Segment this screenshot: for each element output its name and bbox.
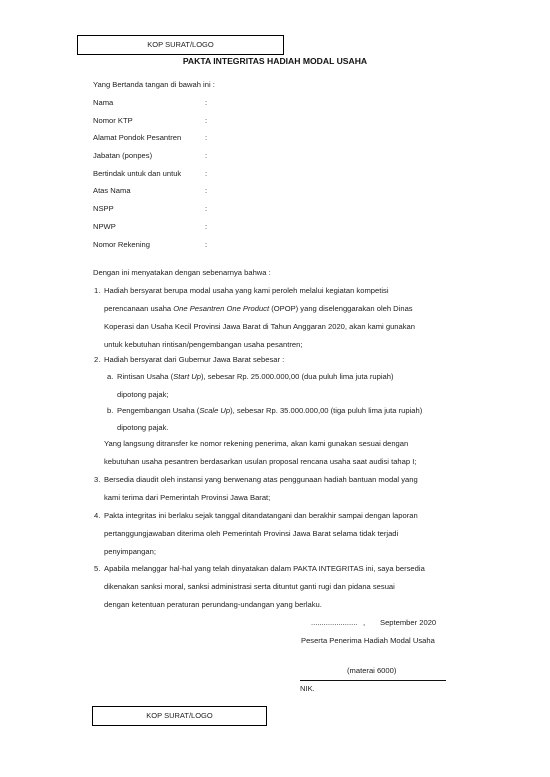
subitem-letter: a. bbox=[107, 372, 114, 381]
item2-line: Yang langsung ditransfer ke nomor rekening penerima, akan kami gunakan sesuai dengan bbox=[104, 439, 409, 448]
item3-line: Bersedia diaudit oleh instansi yang berwenang atas penggunaan hadiah bantuan modal yang bbox=[104, 475, 418, 484]
field-label: Nama bbox=[93, 98, 114, 107]
statement-text: Dengan ini menyatakan dengan sebenarnya bahwa : bbox=[93, 268, 271, 277]
item4-line: penyimpangan; bbox=[104, 547, 156, 556]
field-label: Bertindak untuk dan untuk bbox=[93, 168, 182, 178]
signature-place-blank: ...................... bbox=[311, 618, 358, 627]
item2-line: Hadiah bersyarat dari Gubernur Jawa Barat sebesar : bbox=[104, 355, 285, 364]
signature-comma: , bbox=[363, 618, 366, 627]
stamp-note: (materai 6000) bbox=[347, 666, 397, 675]
text-run: ), sebesar Rp. 25.000.000,00 (dua puluh lima juta rupiah) bbox=[201, 372, 394, 381]
field-colon: : bbox=[205, 221, 208, 231]
letterhead-logo-box-top: KOP SURAT/LOGO bbox=[77, 35, 284, 55]
item-number: 2. bbox=[94, 355, 101, 364]
subitem-b-line: dipotong pajak. bbox=[117, 423, 169, 432]
field-colon: : bbox=[205, 133, 208, 143]
field-label: Nomor KTP bbox=[93, 115, 133, 125]
italic-text-run: One Pesantren One Product bbox=[173, 304, 270, 313]
italic-text-run: Scale Up bbox=[199, 406, 231, 415]
subitem-b-line bbox=[117, 406, 422, 415]
letterhead-logo-box-bottom: KOP SURAT/LOGO bbox=[92, 706, 267, 726]
item3-line: kami terima dari Pemerintah Provinsi Jawa Barat; bbox=[104, 493, 271, 502]
field-label: Alamat Pondok Pesantren bbox=[93, 133, 182, 143]
intro-text: Yang Bertanda tangan di bawah ini : bbox=[93, 80, 215, 89]
item-number: 4. bbox=[94, 511, 101, 520]
item4-line: pertanggungjawaban diterima oleh Pemerintah Provinsi Jawa Barat selama tidak terjadi bbox=[104, 529, 399, 538]
nik-label: NIK. bbox=[300, 684, 315, 693]
field-label: NPWP bbox=[93, 221, 116, 231]
field-colon: : bbox=[205, 115, 208, 125]
signature-date: September 2020 bbox=[380, 618, 437, 627]
item2-line: kebutuhan usaha pesantren berdasarkan usulan proposal rencana usaha saat audisi tahap I; bbox=[104, 457, 417, 466]
document-title: PAKTA INTEGRITAS HADIAH MODAL USAHA bbox=[182, 56, 368, 66]
item1-line: Hadiah bersyarat berupa modal usaha yang kami peroleh melalui kegiatan kompetisi bbox=[104, 286, 389, 295]
text-run: Rintisan Usaha ( bbox=[117, 372, 174, 381]
text-run: (OPOP) yang diselenggarakan oleh Dinas bbox=[269, 304, 413, 313]
item1-line: Koperasi dan Usaha Kecil Provinsi Jawa Barat di Tahun Anggaran 2020, akan kami gunakan bbox=[104, 322, 415, 331]
field-label: Atas Nama bbox=[93, 186, 131, 196]
item1-line bbox=[104, 304, 413, 313]
field-colon: : bbox=[205, 204, 208, 214]
field-colon: : bbox=[205, 98, 208, 107]
field-label: NSPP bbox=[93, 204, 114, 214]
field-colon: : bbox=[205, 151, 208, 161]
subitem-a-line bbox=[117, 372, 394, 381]
text-run: ), sebesar Rp. 35.000.000,00 (tiga puluh lima juta rupiah) bbox=[230, 406, 423, 415]
item1-line: untuk kebutuhan rintisan/pengembangan usaha pesantren; bbox=[104, 340, 303, 349]
text-run: Pengembangan Usaha ( bbox=[117, 406, 200, 415]
italic-text-run: Start Up bbox=[173, 372, 201, 381]
field-colon: : bbox=[205, 186, 208, 196]
field-label: Jabatan (ponpes) bbox=[93, 151, 153, 161]
signature-line bbox=[300, 680, 446, 681]
item-number: 5. bbox=[94, 564, 101, 573]
subitem-a-line: dipotong pajak; bbox=[117, 390, 169, 399]
item5-line: dengan ketentuan peraturan perundang-undangan yang berlaku. bbox=[104, 600, 322, 609]
item-number: 3. bbox=[94, 475, 101, 484]
field-label: Nomor Rekening bbox=[93, 239, 150, 249]
subitem-letter: b. bbox=[107, 406, 114, 415]
item5-line: Apabila melanggar hal-hal yang telah dinyatakan dalam PAKTA INTEGRITAS ini, saya bersedia bbox=[104, 564, 425, 573]
field-colon: : bbox=[205, 168, 208, 178]
field-colon: : bbox=[205, 239, 208, 249]
signature-role: Peserta Penerima Hadiah Modal Usaha bbox=[301, 636, 435, 645]
text-run: perencanaan usaha bbox=[104, 304, 174, 313]
item4-line: Pakta integritas ini berlaku sejak tanggal ditandatangani dan berakhir sampai dengan laporan bbox=[104, 511, 418, 520]
item-number: 1. bbox=[94, 286, 101, 295]
item5-line: dikenakan sanksi moral, sanksi administrasi serta dituntut ganti rugi dan pidana sesuai bbox=[104, 582, 395, 591]
